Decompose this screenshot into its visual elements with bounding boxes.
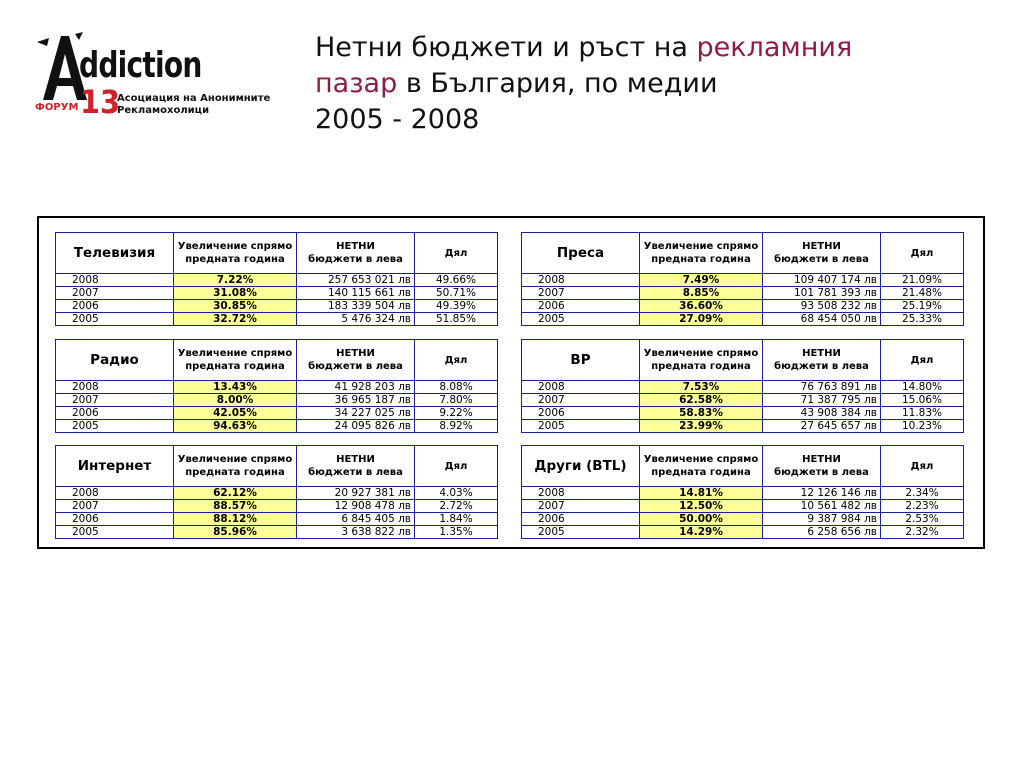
table-header-row xyxy=(522,340,964,381)
share-cell: 15.06% xyxy=(881,394,964,407)
increase-cell: 8.00% xyxy=(174,394,297,407)
budget-cell: 183 339 504 лв xyxy=(297,300,415,313)
budget-cell: 12 908 478 лв xyxy=(297,500,415,513)
budget-cell: 93 508 232 лв xyxy=(763,300,881,313)
header-budget-line2: бюджети в лева xyxy=(308,254,403,265)
budget-cell: 12 126 146 лв xyxy=(763,487,881,500)
budget-cell: 6 845 405 лв xyxy=(297,513,415,526)
budget-cell: 71 387 795 лв xyxy=(763,394,881,407)
budget-cell: 10 561 482 лв xyxy=(763,500,881,513)
share-cell: 8.08% xyxy=(415,381,498,394)
table-row xyxy=(522,526,964,539)
share-cell: 11.83% xyxy=(881,407,964,420)
table-row xyxy=(522,274,964,287)
increase-cell: 36.60% xyxy=(640,300,763,313)
year-cell: 2006 xyxy=(522,513,640,526)
header-budget-line2: бюджети в лева xyxy=(308,361,403,372)
table-row xyxy=(522,287,964,300)
header-share: Дял xyxy=(881,233,964,274)
share-cell: 2.53% xyxy=(881,513,964,526)
header-budget-line1: НЕТНИ xyxy=(802,454,841,465)
increase-cell: 14.81% xyxy=(640,487,763,500)
header-budget xyxy=(297,233,415,274)
year-cell: 2007 xyxy=(522,500,640,513)
media-name: Други (BTL) xyxy=(522,446,640,487)
increase-cell: 13.43% xyxy=(174,381,297,394)
increase-cell: 62.58% xyxy=(640,394,763,407)
share-cell: 2.32% xyxy=(881,526,964,539)
title-line3: 2005 - 2008 xyxy=(315,104,480,135)
year-cell: 2007 xyxy=(56,394,174,407)
table-row xyxy=(56,313,498,326)
budget-cell: 9 387 984 лв xyxy=(763,513,881,526)
share-cell: 21.48% xyxy=(881,287,964,300)
header-budget xyxy=(763,446,881,487)
media-table xyxy=(55,339,498,433)
budget-cell: 20 927 381 лв xyxy=(297,487,415,500)
table-header-row xyxy=(522,446,964,487)
tables-frame xyxy=(37,216,985,549)
share-cell: 9.22% xyxy=(415,407,498,420)
increase-cell: 7.53% xyxy=(640,381,763,394)
table-row xyxy=(56,287,498,300)
year-cell: 2006 xyxy=(522,407,640,420)
table-header-row xyxy=(56,340,498,381)
increase-cell: 30.85% xyxy=(174,300,297,313)
logo-wordmark xyxy=(79,45,202,86)
budget-cell: 24 095 826 лв xyxy=(297,420,415,433)
increase-cell: 14.29% xyxy=(640,526,763,539)
table-row xyxy=(522,513,964,526)
header-budget-line1: НЕТНИ xyxy=(336,348,375,359)
share-cell: 49.66% xyxy=(415,274,498,287)
year-cell: 2008 xyxy=(522,274,640,287)
title-line2 xyxy=(315,66,995,102)
header-budget-line1: НЕТНИ xyxy=(336,241,375,252)
table-row xyxy=(56,420,498,433)
table-row xyxy=(56,500,498,513)
header-budget-line2: бюджети в лева xyxy=(774,467,869,478)
year-cell: 2008 xyxy=(56,487,174,500)
share-cell: 2.23% xyxy=(881,500,964,513)
year-cell: 2008 xyxy=(522,487,640,500)
share-cell: 2.72% xyxy=(415,500,498,513)
share-cell: 49.39% xyxy=(415,300,498,313)
header-budget-line2: бюджети в лева xyxy=(308,467,403,478)
header-share: Дял xyxy=(415,233,498,274)
increase-cell: 27.09% xyxy=(640,313,763,326)
increase-cell: 12.50% xyxy=(640,500,763,513)
share-cell: 1.84% xyxy=(415,513,498,526)
budget-cell: 76 763 891 лв xyxy=(763,381,881,394)
table-header-row xyxy=(56,446,498,487)
media-name: Преса xyxy=(522,233,640,274)
year-cell: 2006 xyxy=(56,513,174,526)
media-table xyxy=(521,339,964,433)
media-name: Телевизия xyxy=(56,233,174,274)
media-table xyxy=(55,445,498,539)
year-cell: 2007 xyxy=(522,287,640,300)
header-increase: Увеличение спрямо предната година xyxy=(174,233,297,274)
table-row xyxy=(522,300,964,313)
year-cell: 2005 xyxy=(522,313,640,326)
year-cell: 2007 xyxy=(56,287,174,300)
year-cell: 2007 xyxy=(522,394,640,407)
budget-cell: 3 638 822 лв xyxy=(297,526,415,539)
logo-association-text xyxy=(117,93,270,117)
media-table xyxy=(521,445,964,539)
table-row xyxy=(522,407,964,420)
share-cell: 25.33% xyxy=(881,313,964,326)
title-accent2: пазар xyxy=(315,68,398,99)
budget-cell: 6 258 656 лв xyxy=(763,526,881,539)
share-cell: 1.35% xyxy=(415,526,498,539)
increase-cell: 62.12% xyxy=(174,487,297,500)
table-row xyxy=(56,300,498,313)
table-row xyxy=(56,407,498,420)
header-budget xyxy=(763,340,881,381)
media-table xyxy=(55,232,498,326)
year-cell: 2005 xyxy=(522,526,640,539)
table-header-row xyxy=(522,233,964,274)
table-row xyxy=(56,487,498,500)
increase-cell: 94.63% xyxy=(174,420,297,433)
table-row xyxy=(522,487,964,500)
increase-cell: 88.12% xyxy=(174,513,297,526)
year-cell: 2008 xyxy=(56,274,174,287)
share-cell: 2.34% xyxy=(881,487,964,500)
header-budget-line2: бюджети в лева xyxy=(774,254,869,265)
year-cell: 2007 xyxy=(56,500,174,513)
title-part2: в България, по медии xyxy=(397,68,718,99)
budget-cell: 140 115 661 лв xyxy=(297,287,415,300)
header-budget xyxy=(297,446,415,487)
budget-cell: 109 407 174 лв xyxy=(763,274,881,287)
header-increase: Увеличение спрямо предната година xyxy=(640,340,763,381)
logo-number: 13 xyxy=(80,83,121,121)
table-row xyxy=(522,500,964,513)
media-table xyxy=(521,232,964,326)
share-cell: 14.80% xyxy=(881,381,964,394)
header-share: Дял xyxy=(881,340,964,381)
page-title xyxy=(315,30,995,138)
table-row xyxy=(56,394,498,407)
year-cell: 2005 xyxy=(56,313,174,326)
logo-forum-label: ФОРУМ xyxy=(35,102,79,113)
budget-cell: 36 965 187 лв xyxy=(297,394,415,407)
budget-cell: 68 454 050 лв xyxy=(763,313,881,326)
share-cell: 21.09% xyxy=(881,274,964,287)
header-share: Дял xyxy=(415,446,498,487)
header-budget xyxy=(763,233,881,274)
budget-cell: 34 227 025 лв xyxy=(297,407,415,420)
table-row xyxy=(56,513,498,526)
year-cell: 2008 xyxy=(56,381,174,394)
budget-cell: 43 908 384 лв xyxy=(763,407,881,420)
header-budget xyxy=(297,340,415,381)
logo-word-text: ddiction xyxy=(79,45,202,86)
budget-cell: 27 645 657 лв xyxy=(763,420,881,433)
header-increase: Увеличение спрямо предната година xyxy=(174,446,297,487)
media-name: BP xyxy=(522,340,640,381)
increase-cell: 23.99% xyxy=(640,420,763,433)
header-increase: Увеличение спрямо предната година xyxy=(640,233,763,274)
header-increase: Увеличение спрямо предната година xyxy=(640,446,763,487)
table-row xyxy=(522,313,964,326)
media-name: Интернет xyxy=(56,446,174,487)
year-cell: 2006 xyxy=(56,300,174,313)
logo-assoc-line1: Асоциация на Анонимните xyxy=(117,93,271,104)
table-row xyxy=(522,381,964,394)
header-share: Дял xyxy=(881,446,964,487)
table-row xyxy=(522,394,964,407)
increase-cell: 42.05% xyxy=(174,407,297,420)
title-accent1: рекламния xyxy=(696,32,853,63)
title-part1: Нетни бюджети и ръст на xyxy=(315,32,697,63)
increase-cell: 88.57% xyxy=(174,500,297,513)
header-budget-line1: НЕТНИ xyxy=(336,454,375,465)
header-share: Дял xyxy=(415,340,498,381)
header-budget-line1: НЕТНИ xyxy=(802,241,841,252)
table-row xyxy=(56,381,498,394)
increase-cell: 58.83% xyxy=(640,407,763,420)
year-cell: 2005 xyxy=(56,420,174,433)
table-header-row xyxy=(56,233,498,274)
increase-cell: 85.96% xyxy=(174,526,297,539)
year-cell: 2005 xyxy=(522,420,640,433)
header-budget-line1: НЕТНИ xyxy=(802,348,841,359)
addiction-logo xyxy=(35,30,275,125)
logo-assoc-line2: Рекламохолици xyxy=(117,105,210,116)
share-cell: 10.23% xyxy=(881,420,964,433)
header-increase: Увеличение спрямо предната година xyxy=(174,340,297,381)
table-row xyxy=(56,274,498,287)
year-cell: 2006 xyxy=(522,300,640,313)
share-cell: 4.03% xyxy=(415,487,498,500)
table-row xyxy=(56,526,498,539)
increase-cell: 8.85% xyxy=(640,287,763,300)
increase-cell: 50.00% xyxy=(640,513,763,526)
title-line1 xyxy=(315,30,995,66)
year-cell: 2008 xyxy=(522,381,640,394)
increase-cell: 32.72% xyxy=(174,313,297,326)
share-cell: 25.19% xyxy=(881,300,964,313)
budget-cell: 5 476 324 лв xyxy=(297,313,415,326)
table-row xyxy=(522,420,964,433)
year-cell: 2005 xyxy=(56,526,174,539)
budget-cell: 101 781 393 лв xyxy=(763,287,881,300)
budget-cell: 257 653 021 лв xyxy=(297,274,415,287)
share-cell: 51.85% xyxy=(415,313,498,326)
header-budget-line2: бюджети в лева xyxy=(774,361,869,372)
budget-cell: 41 928 203 лв xyxy=(297,381,415,394)
increase-cell: 31.08% xyxy=(174,287,297,300)
share-cell: 50.71% xyxy=(415,287,498,300)
increase-cell: 7.49% xyxy=(640,274,763,287)
increase-cell: 7.22% xyxy=(174,274,297,287)
year-cell: 2006 xyxy=(56,407,174,420)
media-name: Радио xyxy=(56,340,174,381)
share-cell: 7.80% xyxy=(415,394,498,407)
share-cell: 8.92% xyxy=(415,420,498,433)
